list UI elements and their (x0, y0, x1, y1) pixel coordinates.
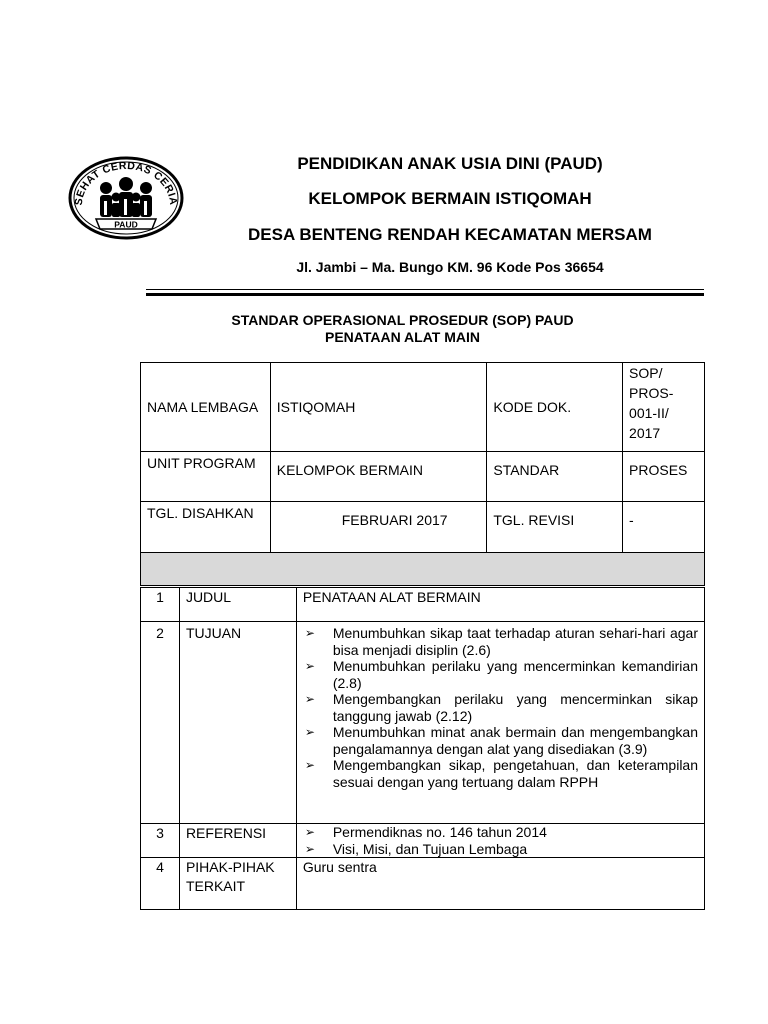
header-location: DESA BENTENG RENDAH KECAMATAN MERSAM (248, 225, 652, 244)
list-item: ➢ Mengembangkan sikap, pengetahuan, dan keterampilan sesuai dengan yang tertuang dalam RPPH (304, 757, 698, 790)
list-item: ➢ Menumbuhkan sikap taat terhadap aturan sehari-hari agar bisa menjadi disiplin (2.6) (304, 625, 698, 658)
table-row (141, 858, 705, 910)
header-divider-thin (146, 289, 704, 290)
arrow-bullet-icon: ➢ (304, 825, 315, 839)
value-nama-lembaga: ISTIQOMAH (270, 363, 487, 452)
logo-arc-text: SEHAT CERDAS CERIA (72, 159, 180, 206)
logo-banner-text: PAUD (114, 219, 138, 230)
label-pihak-terkait: PIHAK-PIHAK TERKAIT (179, 858, 296, 910)
label-judul: JUDUL (179, 588, 296, 622)
document-subtitle: PENATAAN ALAT MAIN (324, 329, 481, 345)
header-divider-thick (146, 293, 704, 296)
value-standar: PROSES (623, 452, 705, 502)
table-row-shaded (141, 553, 705, 586)
label-nama-lembaga: NAMA LEMBAGA (141, 363, 271, 452)
table-row (141, 452, 705, 502)
arrow-bullet-icon: ➢ (304, 659, 315, 673)
row-number: 4 (141, 858, 180, 910)
sop-info-table (140, 362, 705, 586)
value-judul: PENATAAN ALAT BERMAIN (296, 588, 704, 622)
row-number: 1 (141, 588, 180, 622)
arrow-bullet-icon: ➢ (304, 626, 315, 640)
value-unit-program: KELOMPOK BERMAIN (270, 452, 487, 502)
list-item: ➢ Mengembangkan perilaku yang mencerminkan sikap tanggung jawab (2.12) (304, 691, 698, 724)
tujuan-list-cell (296, 622, 704, 824)
label-tgl-disahkan: TGL. DISAHKAN (141, 502, 271, 553)
label-referensi: REFERENSI (179, 824, 296, 858)
header-institution-type: PENDIDIKAN ANAK USIA DINI (PAUD) (297, 154, 603, 173)
arrow-bullet-icon: ➢ (304, 841, 315, 856)
header-address: Jl. Jambi – Ma. Bungo KM. 96 Kode Pos 36654 (296, 259, 604, 275)
table-row (141, 588, 705, 622)
label-standar: STANDAR (487, 452, 623, 502)
list-item: ➢ Visi, Misi, dan Tujuan Lembaga (304, 840, 528, 857)
label-kode-dok: KODE DOK. (487, 363, 623, 452)
label-unit-program: UNIT PROGRAM (141, 452, 271, 502)
referensi-list-cell (296, 824, 704, 858)
header-institution-name: KELOMPOK BERMAIN ISTIQOMAH (308, 189, 592, 208)
shaded-separator-row (141, 553, 705, 586)
table-row (141, 824, 705, 858)
row-number: 2 (141, 622, 180, 824)
value-tgl-revisi: - (623, 502, 705, 553)
table-row (141, 363, 705, 452)
table-row (141, 502, 705, 553)
label-tujuan: TUJUAN (179, 622, 296, 824)
arrow-bullet-icon: ➢ (304, 725, 315, 739)
value-kode-dok: SOP/ PROS-001-II/ 2017 (623, 363, 705, 452)
sop-content-table (140, 587, 705, 910)
arrow-bullet-icon: ➢ (304, 758, 315, 772)
value-tgl-disahkan: FEBRUARI 2017 (270, 502, 487, 553)
label-tgl-revisi: TGL. REVISI (487, 502, 623, 553)
referensi-list (303, 824, 698, 857)
row-number: 3 (141, 824, 180, 858)
document-title: STANDAR OPERASIONAL PROSEDUR (SOP) PAUD (231, 312, 574, 328)
value-pihak-terkait: Guru sentra (296, 858, 704, 910)
list-item: ➢ Menumbuhkan perilaku yang mencerminkan kemandirian (2.8) (304, 658, 698, 691)
table-row (141, 622, 705, 824)
arrow-bullet-icon: ➢ (304, 692, 315, 706)
tujuan-list (303, 625, 698, 790)
list-item: ➢ Menumbuhkan minat anak bermain dan mengembangkan pengalamannya dengan alat yang disediakan (3.9) (304, 724, 698, 757)
list-item: ➢ Permendiknas no. 146 tahun 2014 (304, 824, 547, 840)
